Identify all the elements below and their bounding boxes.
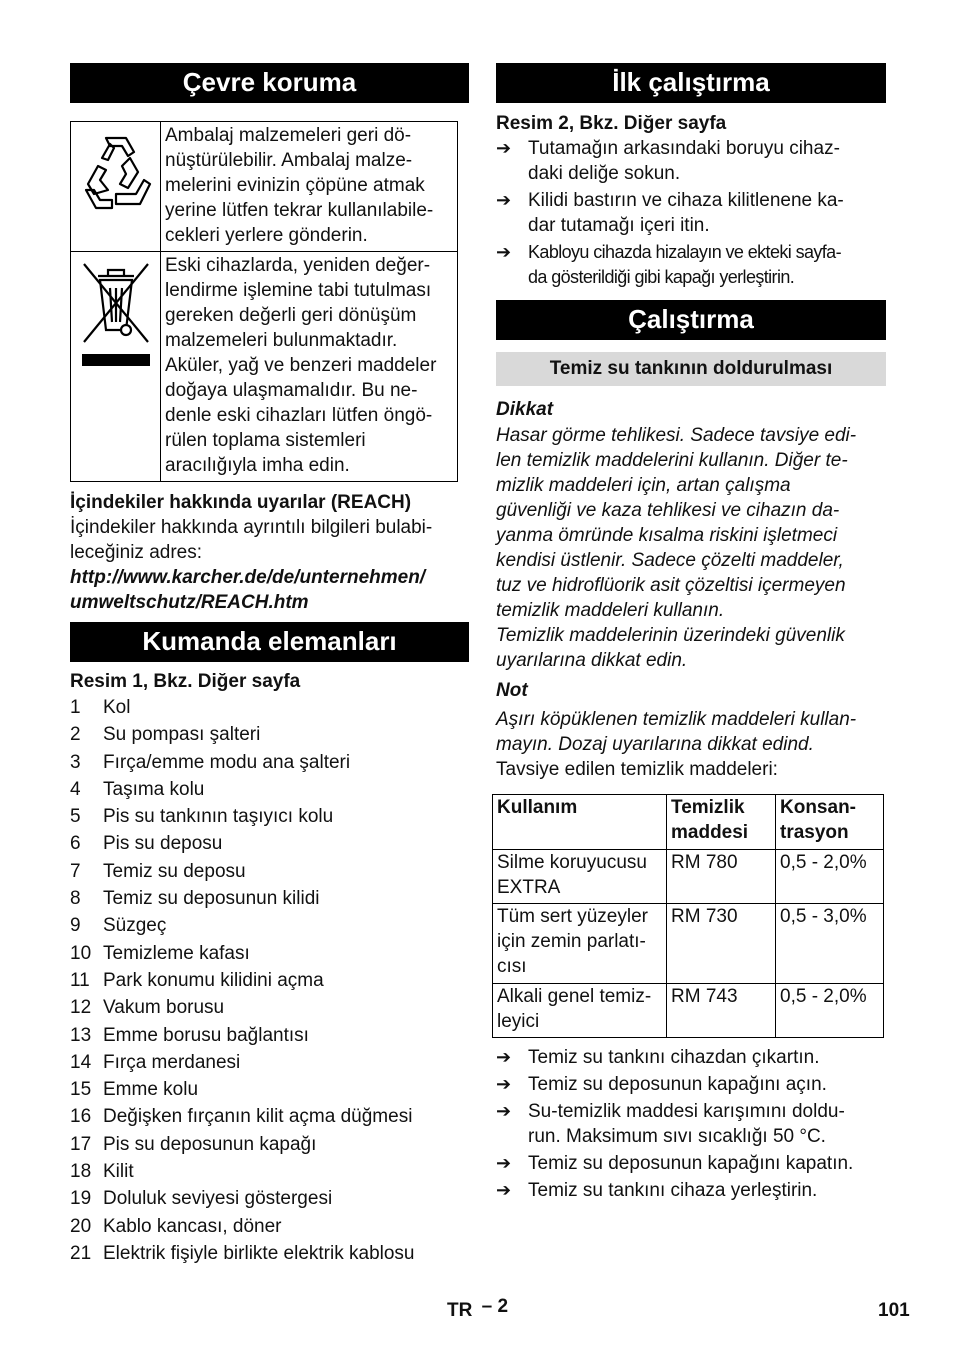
arrow-icon: ➔ — [496, 1047, 512, 1067]
controls-list — [70, 694, 469, 1267]
list-item: 18 Kilit — [70, 1161, 134, 1183]
table-row: Tüm sert yüzeyler için zemin parlatı- cısı RM 730 0,5 - 3,0% — [493, 904, 884, 984]
list-item: ➔ Temiz su tankını cihazdan çıkartın. — [496, 1047, 820, 1068]
list-item: 6 Pis su deposu — [70, 833, 223, 855]
arrow-icon: ➔ — [496, 242, 512, 262]
language-code: TR — [447, 1300, 473, 1321]
caution-label: Dikkat — [496, 399, 554, 420]
note-label: Not — [496, 680, 528, 701]
env-heading: Çevre koruma — [70, 63, 469, 103]
controls-figure-ref: Resim 1, Bkz. Diğer sayfa — [70, 671, 301, 692]
list-item: 9 Süzgeç — [70, 915, 167, 937]
first-run-figure-ref: Resim 2, Bkz. Diğer sayfa — [496, 113, 727, 134]
first-run-steps — [496, 136, 886, 290]
list-item: 8 Temiz su deposunun kilidi — [70, 888, 320, 910]
operation-heading: Çalıştırma — [496, 300, 886, 340]
list-item: 1 Kol — [70, 697, 131, 718]
reach-link[interactable]: http://www.karcher.de/de/unternehmen/ umweltschutz/REACH.htm — [70, 567, 426, 613]
env-recycle-text: Ambalaj malzemeleri geri dö- nüştürülebilir. Ambalaj malze- melerini evinizin çöpüne atmak yerine lütfen tekrar kullanılabile- cekleri yerlere gönderin. — [161, 122, 458, 252]
table-header: Temizlik maddesi — [667, 795, 776, 850]
controls-heading: Kumanda elemanları — [70, 622, 469, 662]
caution-text: Hasar görme tehlikesi. Sadece tavsiye edi- len temizlik maddelerini kullanın. Diğer te- mizlik maddeleri için, artan çalışma güvenliği ve kaza tehlikesi ve cihazın da- yanma ömründe kısalma riskini işletmeci kendisi üstlenir. Sadece çözelti maddeler, tuz ve hidroflüorik asit çözeltisi içermeyen temizlik maddeleri kullanın. Temizlik maddelerinin üzerindeki güvenlik uyarılarına dikkat edin. — [496, 425, 857, 671]
table-header-row — [493, 795, 884, 850]
first-run-heading: İlk çalıştırma — [496, 63, 886, 103]
list-item: ➔ Kabloyu cihazda hizalayın ve ekteki sayfa- da gösterildiği gibi kapağı yerleştirin. — [496, 240, 886, 290]
section-page: – 2 — [481, 1296, 509, 1317]
table-row: Silme koruyucusu EXTRA RM 780 0,5 - 2,0% — [493, 850, 884, 904]
arrow-icon: ➔ — [496, 138, 512, 158]
page-number: 101 — [878, 1300, 910, 1321]
list-item: ➔ Kilidi bastırın ve cihaza kilitlenene ka- dar tutamağı içeri itin. — [496, 190, 844, 236]
right-column — [496, 63, 886, 1205]
list-item: 4 Taşıma kolu — [70, 778, 205, 800]
list-item: 14 Fırça merdanesi — [70, 1051, 241, 1073]
arrow-icon: ➔ — [496, 1074, 512, 1094]
list-item: ➔ Temiz su deposunun kapağını kapatın. — [496, 1153, 854, 1174]
reach-text: İçindekiler hakkında ayrıntılı bilgileri bulabi- leceğiniz adres: — [70, 517, 433, 563]
recommended-text: Tavsiye edilen temizlik maddeleri: — [496, 759, 778, 780]
list-item: 13 Emme borusu bağlantısı — [70, 1024, 309, 1046]
list-item: 20 Kablo kancası, döner — [70, 1215, 282, 1237]
list-item: ➔ Tutamağın arkasındaki boruyu cihaz- daki deliğe sokun. — [496, 138, 840, 184]
list-item: 7 Temiz su deposu — [70, 860, 246, 882]
list-item: 11 Park konumu kilidini açma — [70, 969, 324, 991]
env-table — [70, 121, 458, 482]
list-item: 19 Doluluk seviyesi göstergesi — [70, 1188, 333, 1210]
reach-section — [70, 490, 469, 615]
table-header: Kullanım — [493, 795, 667, 850]
arrow-icon: ➔ — [496, 1153, 512, 1173]
fill-subheading: Temiz su tankının doldurulması — [496, 352, 886, 386]
detergent-table — [492, 794, 884, 1038]
list-item: 3 Fırça/emme modu ana şalteri — [70, 751, 351, 773]
crossed-bin-icon — [78, 258, 154, 368]
list-item: 12 Vakum borusu — [70, 997, 225, 1019]
list-item: 15 Emme kolu — [70, 1079, 199, 1101]
list-item: 17 Pis su deposunun kapağı — [70, 1133, 317, 1155]
list-item: ➔ Temiz su deposunun kapağını açın. — [496, 1074, 827, 1095]
note-text: Aşırı köpüklenen temizlik maddeleri kullan- mayın. Dozaj uyarılarına dikkat edind. — [496, 709, 857, 755]
list-item: 5 Pis su tankının taşıyıcı kolu — [70, 806, 334, 828]
fill-steps — [496, 1045, 886, 1203]
arrow-icon: ➔ — [496, 1180, 512, 1200]
arrow-icon: ➔ — [496, 190, 512, 210]
table-header: Konsan- trasyon — [776, 795, 884, 850]
env-row-weee — [71, 252, 458, 482]
reach-title: İçindekiler hakkında uyarılar (REACH) — [70, 492, 412, 513]
list-item: 16 Değişken fırçanın kilit açma düğmesi — [70, 1106, 413, 1128]
env-weee-text: Eski cihazlarda, yeniden değer- lendirme işlemine tabi tutulması gereken değerli geri dönüşüm malzemeleri bulunmaktadır. Aküler, yağ ve benzeri maddeler doğaya ulaşmamalıdır. Bu ne- denle eski cihazları lütfen öngö- rülen toplama sistemleri aracılığıyla imha edin. — [161, 252, 458, 482]
arrow-icon: ➔ — [496, 1101, 512, 1121]
table-row: Alkali genel temiz- leyici RM 743 0,5 - 2,0% — [493, 984, 884, 1038]
list-item: ➔ Temiz su tankını cihaza yerleştirin. — [496, 1180, 818, 1201]
list-item: 21 Elektrik fişiyle birlikte elektrik kablosu — [70, 1242, 415, 1264]
list-item: ➔ Su-temizlik maddesi karışımını doldu- run. Maksimum sıvı sıcaklığı 50 °C. — [496, 1101, 845, 1147]
list-item: 10 Temizleme kafası — [70, 942, 250, 964]
env-row-recycle — [71, 122, 458, 252]
left-column — [70, 63, 469, 1267]
list-item: 2 Su pompası şalteri — [70, 724, 261, 746]
footer-language — [447, 1298, 508, 1323]
recycle-icon — [78, 128, 154, 214]
